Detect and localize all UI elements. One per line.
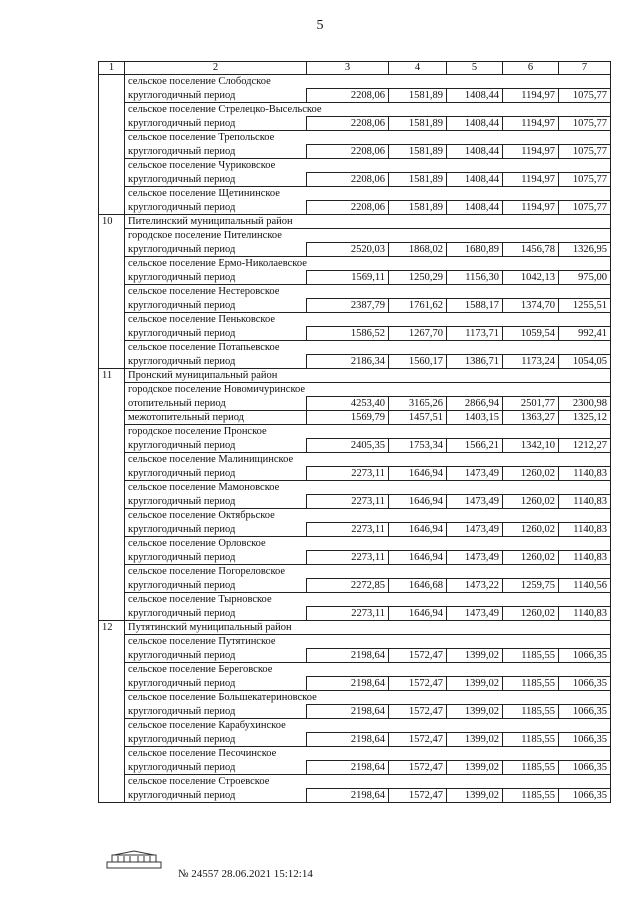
- tariff-value: 1572,47: [389, 649, 447, 663]
- settlement-row: [99, 187, 611, 201]
- period-row: [99, 397, 611, 411]
- tariff-value: 1646,68: [389, 579, 447, 593]
- settlement-row: [99, 691, 611, 705]
- tariff-value: 1581,89: [389, 173, 447, 187]
- tariff-value: 2300,98: [559, 397, 611, 411]
- period-label: отопительный период: [125, 397, 307, 411]
- period-label: круглогодичный период: [125, 243, 307, 257]
- settlement-row: [99, 229, 611, 243]
- column-header: 2: [125, 62, 307, 75]
- group-number: 12: [99, 621, 125, 803]
- tariff-value: 1194,97: [503, 201, 559, 215]
- tariff-value: 1173,24: [503, 355, 559, 369]
- tariff-value: 1399,02: [447, 761, 503, 775]
- settlement-name: сельское поселение Большекатериновское: [125, 691, 611, 705]
- settlement-row: [99, 509, 611, 523]
- tariff-value: 1212,27: [559, 439, 611, 453]
- tariff-value: 1054,05: [559, 355, 611, 369]
- tariff-value: 1260,02: [503, 551, 559, 565]
- tariff-value: 1399,02: [447, 733, 503, 747]
- settlement-row: [99, 131, 611, 145]
- settlement-name: сельское поселение Строевское: [125, 775, 611, 789]
- tariff-value: 1194,97: [503, 145, 559, 159]
- period-row: [99, 649, 611, 663]
- tariff-value: 2866,94: [447, 397, 503, 411]
- tariff-value: 1173,71: [447, 327, 503, 341]
- settlement-row: [99, 719, 611, 733]
- tariff-value: 1140,83: [559, 467, 611, 481]
- settlement-name: сельское поселение Мамоновское: [125, 481, 611, 495]
- settlement-row: [99, 75, 611, 89]
- group-number: 10: [99, 215, 125, 369]
- tariff-value: 1363,27: [503, 411, 559, 425]
- tariff-value: 2273,11: [307, 607, 389, 621]
- period-label: круглогодичный период: [125, 761, 307, 775]
- tariff-value: 2186,34: [307, 355, 389, 369]
- tariff-value: 1185,55: [503, 761, 559, 775]
- tariff-value: 1075,77: [559, 117, 611, 131]
- tariff-value: 1566,21: [447, 439, 503, 453]
- tariff-value: 1342,10: [503, 439, 559, 453]
- settlement-name: сельское поселение Потапьевское: [125, 341, 611, 355]
- period-label: круглогодичный период: [125, 89, 307, 103]
- column-header: 7: [559, 62, 611, 75]
- tariff-value: 1185,55: [503, 677, 559, 691]
- tariff-value: 1386,71: [447, 355, 503, 369]
- tariff-value: 1194,97: [503, 117, 559, 131]
- page-number: 5: [316, 18, 324, 33]
- tariff-value: 1572,47: [389, 705, 447, 719]
- tariff-value: 2273,11: [307, 467, 389, 481]
- tariff-value: 1194,97: [503, 173, 559, 187]
- period-label: круглогодичный период: [125, 271, 307, 285]
- period-label: круглогодичный период: [125, 733, 307, 747]
- period-label: межотопительный период: [125, 411, 307, 425]
- period-row: [99, 145, 611, 159]
- tariff-value: 1581,89: [389, 145, 447, 159]
- tariff-value: 2198,64: [307, 789, 389, 803]
- settlement-row: [99, 481, 611, 495]
- settlement-row: [99, 313, 611, 327]
- tariff-value: 2273,11: [307, 551, 389, 565]
- settlement-name: сельское поселение Песочинское: [125, 747, 611, 761]
- tariff-value: 1408,44: [447, 201, 503, 215]
- tariff-value: 1325,12: [559, 411, 611, 425]
- tariff-value: 2198,64: [307, 705, 389, 719]
- period-label: круглогодичный период: [125, 677, 307, 691]
- tariff-value: 1185,55: [503, 733, 559, 747]
- district-row: [99, 621, 611, 635]
- tariff-value: 1399,02: [447, 677, 503, 691]
- tariff-value: 1560,17: [389, 355, 447, 369]
- settlement-row: [99, 537, 611, 551]
- column-header: 1: [99, 62, 125, 75]
- tariff-value: 1326,95: [559, 243, 611, 257]
- period-row: [99, 733, 611, 747]
- column-header: 6: [503, 62, 559, 75]
- settlement-row: [99, 593, 611, 607]
- period-row: [99, 551, 611, 565]
- settlement-name: сельское поселение Путятинское: [125, 635, 611, 649]
- header-row: [99, 62, 611, 75]
- settlement-row: [99, 103, 611, 117]
- district-title: Путятинский муниципальный район: [125, 621, 611, 635]
- period-row: [99, 705, 611, 719]
- period-row: [99, 173, 611, 187]
- tariff-value: 2405,35: [307, 439, 389, 453]
- tariff-value: 1572,47: [389, 761, 447, 775]
- settlement-row: [99, 341, 611, 355]
- tariff-value: 1572,47: [389, 733, 447, 747]
- tariff-value: 1588,17: [447, 299, 503, 313]
- period-row: [99, 271, 611, 285]
- settlement-name: сельское поселение Береговское: [125, 663, 611, 677]
- settlement-row: [99, 565, 611, 579]
- tariff-value: 1185,55: [503, 705, 559, 719]
- tariff-value: 2273,11: [307, 495, 389, 509]
- tariff-value: 1260,02: [503, 467, 559, 481]
- period-row: [99, 299, 611, 313]
- tariff-value: 2208,06: [307, 117, 389, 131]
- tariff-value: 2198,64: [307, 677, 389, 691]
- period-label: круглогодичный период: [125, 327, 307, 341]
- settlement-row: [99, 383, 611, 397]
- tariff-value: 1185,55: [503, 649, 559, 663]
- district-title: Пронский муниципальный район: [125, 369, 611, 383]
- tariff-value: 1255,51: [559, 299, 611, 313]
- tariff-value: 1646,94: [389, 495, 447, 509]
- tariff-value: 1473,49: [447, 551, 503, 565]
- district-row: [99, 215, 611, 229]
- tariff-value: 2198,64: [307, 733, 389, 747]
- tariff-value: 2387,79: [307, 299, 389, 313]
- tariff-value: 1408,44: [447, 89, 503, 103]
- tariff-value: 2208,06: [307, 201, 389, 215]
- tariff-value: 1075,77: [559, 145, 611, 159]
- tariff-value: 1680,89: [447, 243, 503, 257]
- tariff-table: [98, 61, 611, 803]
- tariff-value: 2273,11: [307, 523, 389, 537]
- tariff-value: 1473,49: [447, 523, 503, 537]
- tariff-value: 2208,06: [307, 173, 389, 187]
- tariff-value: 1408,44: [447, 145, 503, 159]
- tariff-value: 1646,94: [389, 607, 447, 621]
- period-row: [99, 117, 611, 131]
- document-registration-stamp: № 24557 28.06.2021 15:12:14: [178, 868, 313, 880]
- period-label: круглогодичный период: [125, 201, 307, 215]
- period-label: круглогодичный период: [125, 439, 307, 453]
- tariff-value: 1059,54: [503, 327, 559, 341]
- period-row: [99, 201, 611, 215]
- tariff-value: 1156,30: [447, 271, 503, 285]
- tariff-value: 1066,35: [559, 677, 611, 691]
- tariff-value: 1408,44: [447, 117, 503, 131]
- period-row: [99, 89, 611, 103]
- period-label: круглогодичный период: [125, 173, 307, 187]
- period-row: [99, 355, 611, 369]
- period-label: круглогодичный период: [125, 117, 307, 131]
- period-label: круглогодичный период: [125, 551, 307, 565]
- tariff-value: 2272,85: [307, 579, 389, 593]
- period-label: круглогодичный период: [125, 145, 307, 159]
- period-row: [99, 439, 611, 453]
- settlement-row: [99, 747, 611, 761]
- tariff-value: 1581,89: [389, 89, 447, 103]
- settlement-row: [99, 635, 611, 649]
- settlement-name: сельское поселение Пеньковское: [125, 313, 611, 327]
- tariff-value: 1140,83: [559, 551, 611, 565]
- tariff-value: 1569,79: [307, 411, 389, 425]
- tariff-value: 1572,47: [389, 677, 447, 691]
- settlement-name: сельское поселение Орловское: [125, 537, 611, 551]
- period-row: [99, 467, 611, 481]
- tariff-value: 1140,56: [559, 579, 611, 593]
- tariff-value: 1140,83: [559, 607, 611, 621]
- tariff-value: 1761,62: [389, 299, 447, 313]
- group-number: 11: [99, 369, 125, 621]
- tariff-value: 1140,83: [559, 495, 611, 509]
- settlement-name: сельское поселение Карабухинское: [125, 719, 611, 733]
- period-row: [99, 523, 611, 537]
- tariff-value: 1473,22: [447, 579, 503, 593]
- tariff-value: 1457,51: [389, 411, 447, 425]
- period-row: [99, 579, 611, 593]
- tariff-value: 1140,83: [559, 523, 611, 537]
- period-row: [99, 327, 611, 341]
- settlement-name: городское поселение Пронское: [125, 425, 611, 439]
- tariff-value: 1374,70: [503, 299, 559, 313]
- period-label: круглогодичный период: [125, 579, 307, 593]
- settlement-name: сельское поселение Ермо-Николаевское: [125, 257, 611, 271]
- tariff-value: 1581,89: [389, 201, 447, 215]
- group-number: [99, 75, 125, 215]
- tariff-value: 1267,70: [389, 327, 447, 341]
- settlement-name: сельское поселение Слободское: [125, 75, 611, 89]
- settlement-name: сельское поселение Нестеровское: [125, 285, 611, 299]
- tariff-value: 1403,15: [447, 411, 503, 425]
- period-row: [99, 789, 611, 803]
- tariff-value: 1868,02: [389, 243, 447, 257]
- tariff-value: 1473,49: [447, 607, 503, 621]
- period-label: круглогодичный период: [125, 607, 307, 621]
- tariff-value: 1066,35: [559, 705, 611, 719]
- tariff-value: 1473,49: [447, 467, 503, 481]
- tariff-value: 992,41: [559, 327, 611, 341]
- tariff-value: 1250,29: [389, 271, 447, 285]
- period-label: круглогодичный период: [125, 467, 307, 481]
- tariff-value: 1066,35: [559, 733, 611, 747]
- tariff-value: 1075,77: [559, 201, 611, 215]
- tariff-value: 1399,02: [447, 789, 503, 803]
- settlement-row: [99, 775, 611, 789]
- period-row: [99, 761, 611, 775]
- settlement-name: городское поселение Пителинское: [125, 229, 611, 243]
- settlement-name: городское поселение Новомичуринское: [125, 383, 611, 397]
- settlement-name: сельское поселение Чуриковское: [125, 159, 611, 173]
- settlement-row: [99, 159, 611, 173]
- settlement-row: [99, 453, 611, 467]
- tariff-value: 1408,44: [447, 173, 503, 187]
- tariff-value: 1399,02: [447, 649, 503, 663]
- column-header: 5: [447, 62, 503, 75]
- tariff-value: 1066,35: [559, 761, 611, 775]
- period-row: [99, 677, 611, 691]
- settlement-name: сельское поселение Тырновское: [125, 593, 611, 607]
- period-label: круглогодичный период: [125, 649, 307, 663]
- tariff-value: 1572,47: [389, 789, 447, 803]
- period-label: круглогодичный период: [125, 523, 307, 537]
- settlement-name: сельское поселение Щетининское: [125, 187, 611, 201]
- settlement-row: [99, 425, 611, 439]
- tariff-value: 1194,97: [503, 89, 559, 103]
- period-label: круглогодичный период: [125, 495, 307, 509]
- tariff-value: 1259,75: [503, 579, 559, 593]
- settlement-row: [99, 663, 611, 677]
- tariff-value: 2208,06: [307, 145, 389, 159]
- tariff-value: 1581,89: [389, 117, 447, 131]
- settlement-name: сельское поселение Малинищинское: [125, 453, 611, 467]
- tariff-value: 1473,49: [447, 495, 503, 509]
- tariff-value: 1753,34: [389, 439, 447, 453]
- settlement-name: сельское поселение Стрелецко-Высельское: [125, 103, 611, 117]
- period-row: [99, 411, 611, 425]
- tariff-value: 1042,13: [503, 271, 559, 285]
- settlement-row: [99, 257, 611, 271]
- tariff-value: 2198,64: [307, 649, 389, 663]
- tariff-value: 1185,55: [503, 789, 559, 803]
- settlement-name: сельское поселение Трепольское: [125, 131, 611, 145]
- period-row: [99, 243, 611, 257]
- building-seal-icon: [106, 850, 162, 870]
- period-label: круглогодичный период: [125, 705, 307, 719]
- tariff-value: 1260,02: [503, 495, 559, 509]
- tariff-value: 1399,02: [447, 705, 503, 719]
- tariff-value: 1646,94: [389, 551, 447, 565]
- tariff-value: 3165,26: [389, 397, 447, 411]
- tariff-value: 2198,64: [307, 761, 389, 775]
- period-row: [99, 495, 611, 509]
- period-label: круглогодичный период: [125, 299, 307, 313]
- tariff-value: 1569,11: [307, 271, 389, 285]
- settlement-name: сельское поселение Октябрьское: [125, 509, 611, 523]
- tariff-value: 2520,03: [307, 243, 389, 257]
- tariff-value: 1075,77: [559, 173, 611, 187]
- settlement-name: сельское поселение Погореловское: [125, 565, 611, 579]
- column-header: 3: [307, 62, 389, 75]
- period-label: круглогодичный период: [125, 789, 307, 803]
- district-title: Пителинский муниципальный район: [125, 215, 611, 229]
- period-label: круглогодичный период: [125, 355, 307, 369]
- column-header: 4: [389, 62, 447, 75]
- tariff-value: 975,00: [559, 271, 611, 285]
- tariff-value: 1456,78: [503, 243, 559, 257]
- tariff-value: 1260,02: [503, 523, 559, 537]
- tariff-value: 2208,06: [307, 89, 389, 103]
- tariff-value: 2501,77: [503, 397, 559, 411]
- tariff-value: 1260,02: [503, 607, 559, 621]
- tariff-value: 1066,35: [559, 649, 611, 663]
- tariff-value: 1066,35: [559, 789, 611, 803]
- tariff-value: 1586,52: [307, 327, 389, 341]
- settlement-row: [99, 285, 611, 299]
- district-row: [99, 369, 611, 383]
- tariff-value: 4253,40: [307, 397, 389, 411]
- tariff-value: 1075,77: [559, 89, 611, 103]
- tariff-value: 1646,94: [389, 467, 447, 481]
- tariff-value: 1646,94: [389, 523, 447, 537]
- period-row: [99, 607, 611, 621]
